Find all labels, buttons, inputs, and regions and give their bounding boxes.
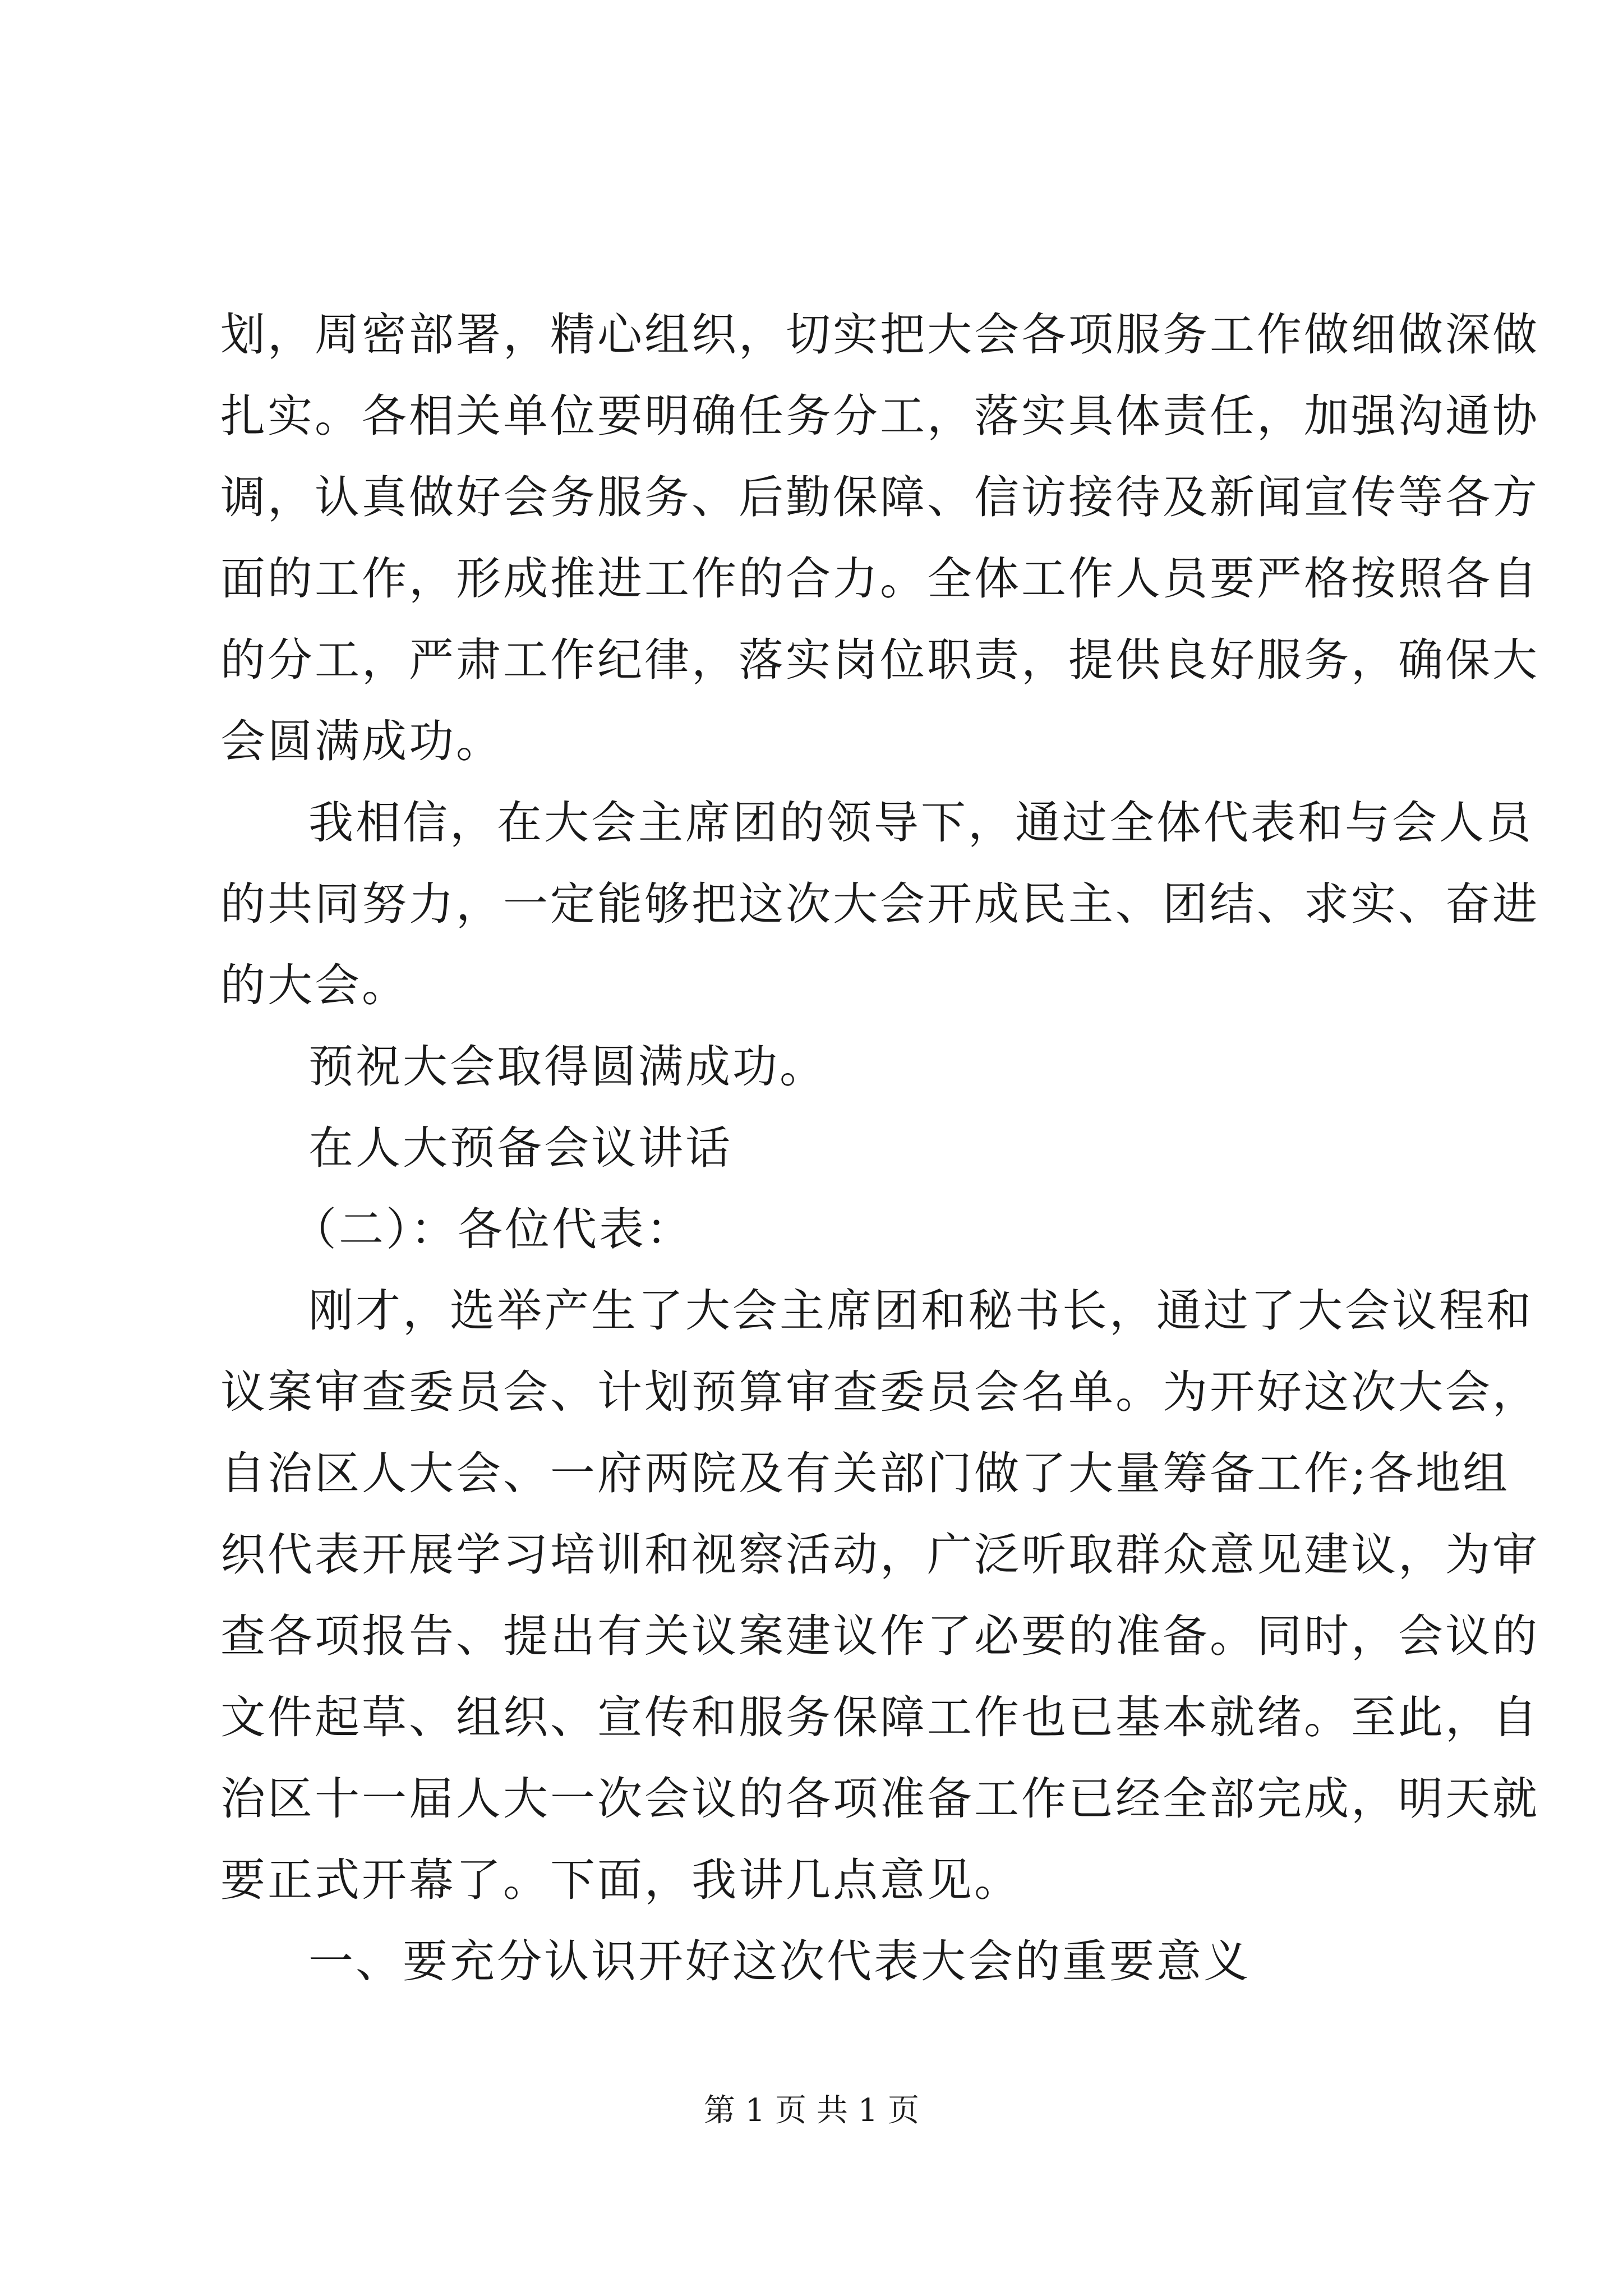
text-line: 面的工作，形成推进工作的合力。全体工作人员要严格按照各自 <box>220 553 1539 605</box>
text-line: 会圆满成功。 <box>220 715 503 767</box>
text-line: 的分工，严肃工作纪律，落实岗位职责，提供良好服务，确保大 <box>220 634 1539 686</box>
section-title: 在人大预备会议讲话 <box>308 1122 732 1174</box>
text-line: 自治区人大会、一府两院及有关部门做了大量筹备工作;各地组 <box>220 1447 1510 1499</box>
text-line: 刚才，选举产生了大会主席团和秘书长，通过了大会议程和 <box>308 1285 1533 1337</box>
text-line: 的共同努力，一定能够把这次大会开成民主、团结、求实、奋进 <box>220 878 1539 930</box>
text-line: 查各项报告、提出有关议案建议作了必要的准备。同时，会议的 <box>220 1610 1539 1662</box>
text-line: 要正式开幕了。下面，我讲几点意见。 <box>220 1854 1021 1906</box>
text-line: 扎实。各相关单位要明确任务分工，落实具体责任，加强沟通协 <box>220 390 1539 442</box>
text-line: 的大会。 <box>220 959 409 1011</box>
text-line: 治区十一届人大一次会议的各项准备工作已经全部完成，明天就 <box>220 1773 1539 1825</box>
text-line: 调，认真做好会务服务、后勤保障、信访接待及新闻宣传等各方 <box>220 471 1539 523</box>
text-line: 划，周密部署，精心组织，切实把大会各项服务工作做细做深做 <box>220 309 1539 361</box>
text-line: 我相信，在大会主席团的领导下，通过全体代表和与会人员 <box>308 797 1533 849</box>
text-line: 议案审查委员会、计划预算审查委员会名单。为开好这次大会， <box>220 1366 1539 1418</box>
salutation: （二）：各位代表： <box>292 1203 693 1255</box>
section-heading: 一、要充分认识开好这次代表大会的重要意义 <box>308 1935 1251 1987</box>
text-line: 织代表开展学习培训和视察活动，广泛听取群众意见建议，为审 <box>220 1529 1539 1581</box>
text-line: 文件起草、组织、宣传和服务保障工作也已基本就绪。至此，自 <box>220 1691 1539 1743</box>
text-line: 预祝大会取得圆满成功。 <box>308 1041 827 1093</box>
page-footer: 第 1 页 共 1 页 <box>703 2092 920 2129</box>
